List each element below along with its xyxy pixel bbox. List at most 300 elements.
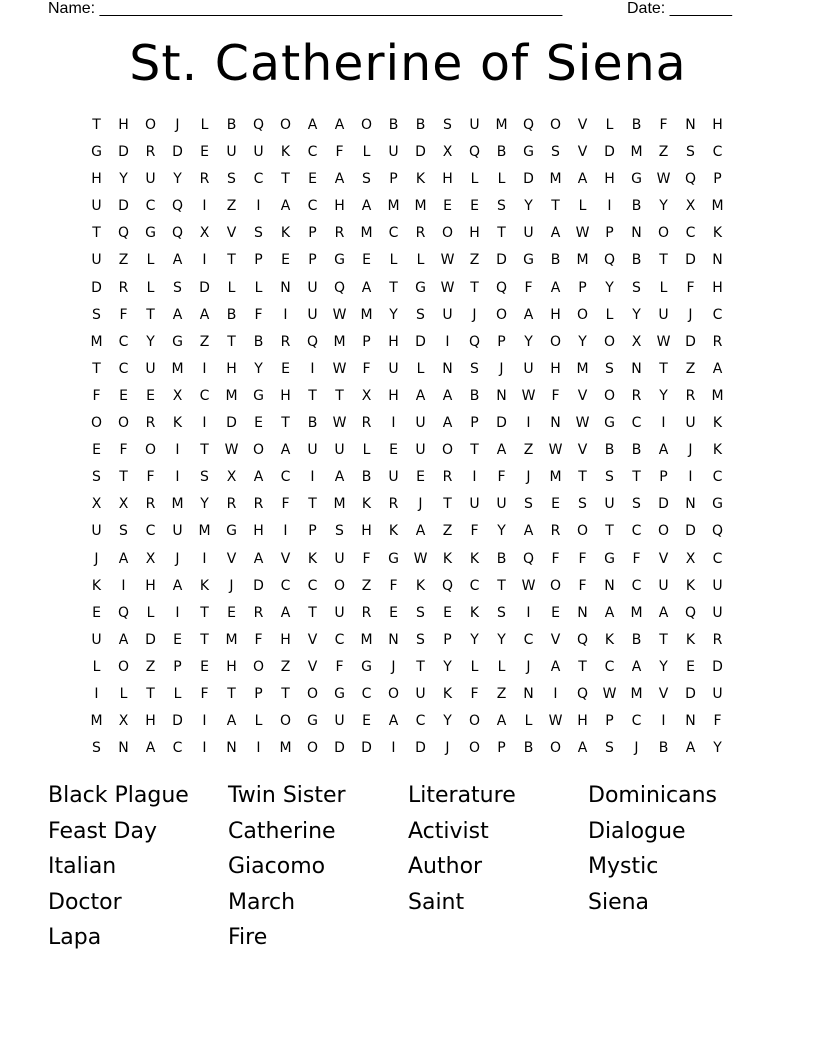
- grid-letter[interactable]: L: [254, 713, 263, 730]
- grid-letter[interactable]: R: [145, 415, 156, 432]
- grid-letter[interactable]: R: [253, 604, 264, 621]
- grid-letter[interactable]: X: [442, 144, 453, 161]
- grid-letter[interactable]: K: [172, 415, 183, 432]
- grid-letter[interactable]: D: [226, 415, 237, 432]
- grid-letter[interactable]: Z: [361, 577, 372, 594]
- grid-letter[interactable]: L: [497, 171, 506, 188]
- grid-letter[interactable]: M: [576, 360, 589, 377]
- grid-letter[interactable]: D: [253, 577, 264, 594]
- grid-letter[interactable]: D: [172, 144, 183, 161]
- grid-letter[interactable]: D: [523, 171, 534, 188]
- grid-letter[interactable]: M: [576, 252, 589, 269]
- grid-letter[interactable]: Q: [495, 279, 508, 296]
- grid-letter[interactable]: D: [685, 333, 696, 350]
- grid-letter[interactable]: U: [334, 550, 345, 567]
- grid-letter[interactable]: U: [91, 198, 102, 215]
- grid-letter[interactable]: C: [388, 225, 399, 242]
- grid-letter[interactable]: Q: [684, 171, 697, 188]
- grid-letter[interactable]: Y: [659, 658, 668, 675]
- grid-letter[interactable]: E: [470, 198, 479, 215]
- grid-letter[interactable]: N: [685, 496, 696, 513]
- grid-letter[interactable]: B: [631, 252, 642, 269]
- grid-letter[interactable]: U: [604, 496, 615, 513]
- grid-letter[interactable]: T: [200, 604, 209, 621]
- grid-letter[interactable]: H: [280, 631, 291, 648]
- grid-letter[interactable]: K: [361, 496, 372, 513]
- grid-letter[interactable]: O: [468, 740, 481, 757]
- grid-letter[interactable]: L: [578, 198, 587, 215]
- grid-letter[interactable]: M: [333, 333, 346, 350]
- grid-letter[interactable]: G: [712, 496, 723, 513]
- grid-letter[interactable]: M: [711, 198, 724, 215]
- grid-letter[interactable]: Y: [578, 333, 587, 350]
- grid-letter[interactable]: W: [332, 360, 347, 377]
- grid-letter[interactable]: Z: [685, 360, 696, 377]
- grid-letter[interactable]: I: [94, 685, 99, 702]
- grid-letter[interactable]: A: [631, 658, 642, 675]
- grid-letter[interactable]: O: [441, 442, 454, 459]
- grid-letter[interactable]: Q: [522, 550, 535, 567]
- grid-letter[interactable]: Y: [443, 713, 452, 730]
- grid-letter[interactable]: I: [553, 685, 558, 702]
- grid-letter[interactable]: F: [551, 550, 560, 567]
- grid-letter[interactable]: Z: [280, 658, 291, 675]
- grid-letter[interactable]: K: [442, 685, 453, 702]
- grid-letter[interactable]: T: [443, 496, 452, 513]
- grid-letter[interactable]: I: [445, 333, 450, 350]
- grid-letter[interactable]: P: [605, 713, 614, 730]
- grid-letter[interactable]: A: [334, 171, 345, 188]
- grid-letter[interactable]: A: [388, 713, 399, 730]
- grid-letter[interactable]: O: [549, 333, 562, 350]
- grid-letter[interactable]: T: [605, 523, 614, 540]
- grid-letter[interactable]: M: [90, 333, 103, 350]
- grid-letter[interactable]: C: [631, 415, 642, 432]
- grid-letter[interactable]: I: [310, 360, 315, 377]
- grid-letter[interactable]: W: [548, 442, 563, 459]
- grid-letter[interactable]: C: [712, 306, 723, 323]
- grid-letter[interactable]: L: [92, 658, 101, 675]
- grid-letter[interactable]: F: [551, 387, 560, 404]
- grid-letter[interactable]: U: [712, 685, 723, 702]
- grid-letter[interactable]: A: [172, 577, 183, 594]
- grid-letter[interactable]: H: [226, 360, 237, 377]
- grid-letter[interactable]: D: [685, 685, 696, 702]
- grid-letter[interactable]: J: [634, 740, 639, 757]
- grid-letter[interactable]: A: [361, 279, 372, 296]
- grid-letter[interactable]: B: [226, 306, 237, 323]
- grid-letter[interactable]: D: [334, 740, 345, 757]
- grid-letter[interactable]: W: [656, 171, 671, 188]
- grid-letter[interactable]: A: [253, 469, 264, 486]
- grid-letter[interactable]: W: [332, 306, 347, 323]
- grid-letter[interactable]: I: [283, 306, 288, 323]
- grid-letter[interactable]: T: [497, 225, 506, 242]
- grid-letter[interactable]: G: [361, 658, 372, 675]
- grid-letter[interactable]: Z: [658, 144, 669, 161]
- grid-letter[interactable]: A: [280, 198, 291, 215]
- grid-letter[interactable]: I: [121, 577, 126, 594]
- grid-letter[interactable]: A: [658, 604, 669, 621]
- grid-letter[interactable]: I: [202, 550, 207, 567]
- grid-letter[interactable]: H: [388, 387, 399, 404]
- grid-letter[interactable]: T: [659, 360, 668, 377]
- grid-letter[interactable]: C: [253, 171, 264, 188]
- grid-letter[interactable]: U: [415, 685, 426, 702]
- grid-letter[interactable]: U: [334, 604, 345, 621]
- grid-letter[interactable]: D: [685, 252, 696, 269]
- grid-letter[interactable]: R: [199, 171, 210, 188]
- grid-letter[interactable]: I: [688, 469, 693, 486]
- grid-letter[interactable]: H: [712, 279, 723, 296]
- grid-letter[interactable]: M: [630, 685, 643, 702]
- grid-letter[interactable]: B: [307, 415, 318, 432]
- grid-letter[interactable]: F: [362, 550, 371, 567]
- grid-letter[interactable]: S: [92, 469, 101, 486]
- grid-letter[interactable]: K: [199, 577, 210, 594]
- grid-letter[interactable]: A: [604, 604, 615, 621]
- grid-letter[interactable]: Y: [605, 279, 614, 296]
- grid-letter[interactable]: R: [253, 496, 264, 513]
- grid-letter[interactable]: U: [307, 279, 318, 296]
- grid-letter[interactable]: I: [310, 469, 315, 486]
- grid-letter[interactable]: T: [200, 442, 209, 459]
- grid-letter[interactable]: L: [227, 279, 236, 296]
- grid-letter[interactable]: Q: [171, 198, 184, 215]
- grid-letter[interactable]: G: [523, 144, 534, 161]
- grid-letter[interactable]: O: [306, 685, 319, 702]
- grid-letter[interactable]: F: [470, 523, 479, 540]
- grid-letter[interactable]: L: [605, 117, 614, 133]
- grid-letter[interactable]: O: [549, 577, 562, 594]
- grid-letter[interactable]: I: [175, 469, 180, 486]
- grid-letter[interactable]: O: [333, 577, 346, 594]
- grid-letter[interactable]: U: [172, 523, 183, 540]
- grid-letter[interactable]: R: [685, 387, 696, 404]
- grid-letter[interactable]: Q: [441, 577, 454, 594]
- grid-letter[interactable]: J: [499, 360, 504, 377]
- grid-letter[interactable]: M: [333, 496, 346, 513]
- grid-letter[interactable]: H: [253, 523, 264, 540]
- grid-letter[interactable]: T: [308, 387, 317, 404]
- grid-letter[interactable]: H: [361, 523, 372, 540]
- grid-letter[interactable]: E: [443, 604, 452, 621]
- grid-letter[interactable]: V: [658, 550, 669, 567]
- grid-letter[interactable]: N: [577, 604, 588, 621]
- grid-letter[interactable]: H: [604, 171, 615, 188]
- grid-letter[interactable]: H: [145, 577, 156, 594]
- grid-letter[interactable]: A: [496, 442, 507, 459]
- grid-letter[interactable]: B: [550, 252, 561, 269]
- grid-letter[interactable]: Q: [468, 144, 481, 161]
- grid-letter[interactable]: M: [360, 631, 373, 648]
- grid-letter[interactable]: A: [415, 523, 426, 540]
- grid-letter[interactable]: U: [415, 415, 426, 432]
- grid-letter[interactable]: G: [334, 252, 345, 269]
- grid-letter[interactable]: Y: [659, 198, 668, 215]
- grid-letter[interactable]: P: [173, 658, 182, 675]
- grid-letter[interactable]: S: [632, 279, 641, 296]
- grid-letter[interactable]: K: [280, 225, 291, 242]
- grid-letter[interactable]: T: [551, 198, 560, 215]
- grid-letter[interactable]: O: [144, 117, 157, 133]
- grid-letter[interactable]: C: [631, 713, 642, 730]
- grid-letter[interactable]: Y: [659, 387, 668, 404]
- grid-letter[interactable]: K: [712, 415, 723, 432]
- grid-letter[interactable]: O: [495, 306, 508, 323]
- grid-letter[interactable]: Y: [524, 198, 533, 215]
- grid-letter[interactable]: B: [388, 117, 399, 133]
- grid-letter[interactable]: H: [145, 713, 156, 730]
- grid-letter[interactable]: Z: [469, 252, 480, 269]
- grid-letter[interactable]: S: [119, 523, 128, 540]
- grid-letter[interactable]: J: [391, 658, 396, 675]
- grid-letter[interactable]: U: [469, 117, 480, 133]
- grid-letter[interactable]: H: [91, 171, 102, 188]
- grid-letter[interactable]: Q: [684, 604, 697, 621]
- grid-letter[interactable]: T: [632, 469, 641, 486]
- grid-letter[interactable]: J: [526, 658, 531, 675]
- grid-letter[interactable]: R: [712, 333, 723, 350]
- grid-letter[interactable]: E: [200, 658, 209, 675]
- grid-letter[interactable]: S: [686, 144, 695, 161]
- grid-letter[interactable]: B: [361, 469, 372, 486]
- grid-letter[interactable]: O: [252, 442, 265, 459]
- grid-letter[interactable]: B: [631, 631, 642, 648]
- grid-letter[interactable]: I: [283, 523, 288, 540]
- grid-letter[interactable]: Y: [146, 333, 155, 350]
- grid-letter[interactable]: B: [631, 117, 642, 133]
- grid-letter[interactable]: A: [685, 740, 696, 757]
- grid-letter[interactable]: L: [200, 117, 209, 133]
- grid-letter[interactable]: C: [631, 577, 642, 594]
- grid-letter[interactable]: A: [496, 713, 507, 730]
- grid-letter[interactable]: I: [661, 415, 666, 432]
- grid-letter[interactable]: A: [199, 306, 210, 323]
- grid-letter[interactable]: Y: [497, 523, 506, 540]
- grid-letter[interactable]: L: [659, 279, 668, 296]
- grid-letter[interactable]: E: [416, 469, 425, 486]
- grid-letter[interactable]: O: [576, 523, 589, 540]
- grid-letter[interactable]: A: [550, 279, 561, 296]
- grid-letter[interactable]: X: [226, 469, 237, 486]
- grid-letter[interactable]: N: [118, 740, 129, 757]
- grid-letter[interactable]: S: [416, 306, 425, 323]
- grid-letter[interactable]: A: [361, 198, 372, 215]
- grid-letter[interactable]: P: [389, 171, 398, 188]
- grid-letter[interactable]: G: [226, 523, 237, 540]
- grid-letter[interactable]: K: [388, 523, 399, 540]
- grid-letter[interactable]: M: [171, 496, 184, 513]
- grid-letter[interactable]: O: [90, 415, 103, 432]
- grid-letter[interactable]: F: [497, 469, 506, 486]
- grid-letter[interactable]: A: [577, 171, 588, 188]
- grid-letter[interactable]: D: [118, 144, 129, 161]
- grid-letter[interactable]: R: [145, 496, 156, 513]
- grid-letter[interactable]: O: [252, 658, 265, 675]
- grid-letter[interactable]: U: [145, 171, 156, 188]
- grid-letter[interactable]: V: [658, 685, 669, 702]
- grid-letter[interactable]: P: [254, 685, 263, 702]
- grid-letter[interactable]: G: [334, 685, 345, 702]
- grid-letter[interactable]: J: [526, 469, 531, 486]
- grid-letter[interactable]: R: [631, 387, 642, 404]
- grid-letter[interactable]: M: [279, 740, 292, 757]
- grid-letter[interactable]: Q: [117, 604, 130, 621]
- grid-letter[interactable]: A: [226, 713, 237, 730]
- grid-letter[interactable]: T: [92, 117, 101, 133]
- grid-letter[interactable]: F: [713, 713, 722, 730]
- grid-letter[interactable]: O: [144, 442, 157, 459]
- grid-letter[interactable]: U: [91, 523, 102, 540]
- grid-letter[interactable]: C: [685, 225, 696, 242]
- grid-letter[interactable]: U: [388, 469, 399, 486]
- grid-letter[interactable]: N: [712, 252, 723, 269]
- grid-letter[interactable]: B: [253, 333, 264, 350]
- grid-letter[interactable]: V: [307, 631, 318, 648]
- grid-letter[interactable]: Y: [470, 631, 479, 648]
- grid-letter[interactable]: I: [391, 415, 396, 432]
- grid-letter[interactable]: S: [92, 306, 101, 323]
- grid-letter[interactable]: G: [388, 550, 399, 567]
- grid-letter[interactable]: Y: [173, 171, 182, 188]
- grid-letter[interactable]: O: [279, 117, 292, 133]
- grid-letter[interactable]: L: [173, 685, 182, 702]
- grid-letter[interactable]: N: [226, 740, 237, 757]
- grid-letter[interactable]: Q: [603, 252, 616, 269]
- grid-letter[interactable]: A: [307, 117, 318, 133]
- grid-letter[interactable]: T: [578, 658, 587, 675]
- grid-letter[interactable]: T: [389, 279, 398, 296]
- grid-letter[interactable]: R: [361, 604, 372, 621]
- grid-letter[interactable]: R: [226, 496, 237, 513]
- grid-letter[interactable]: C: [361, 685, 372, 702]
- grid-letter[interactable]: H: [550, 360, 561, 377]
- grid-letter[interactable]: R: [280, 333, 291, 350]
- grid-letter[interactable]: S: [605, 469, 614, 486]
- grid-letter[interactable]: H: [577, 713, 588, 730]
- grid-letter[interactable]: W: [575, 415, 590, 432]
- grid-letter[interactable]: T: [659, 631, 668, 648]
- grid-letter[interactable]: Z: [199, 333, 210, 350]
- grid-letter[interactable]: Q: [252, 117, 265, 133]
- grid-letter[interactable]: Z: [442, 523, 453, 540]
- grid-letter[interactable]: L: [362, 442, 371, 459]
- grid-letter[interactable]: Y: [713, 740, 722, 757]
- grid-letter[interactable]: T: [308, 604, 317, 621]
- grid-letter[interactable]: H: [388, 333, 399, 350]
- grid-letter[interactable]: O: [360, 117, 373, 133]
- grid-letter[interactable]: L: [497, 658, 506, 675]
- grid-letter[interactable]: G: [253, 387, 264, 404]
- grid-letter[interactable]: R: [334, 225, 345, 242]
- grid-letter[interactable]: K: [469, 604, 480, 621]
- grid-letter[interactable]: E: [362, 252, 371, 269]
- grid-letter[interactable]: A: [712, 360, 723, 377]
- grid-letter[interactable]: I: [256, 198, 261, 215]
- grid-letter[interactable]: V: [550, 631, 561, 648]
- grid-letter[interactable]: S: [605, 740, 614, 757]
- grid-letter[interactable]: C: [415, 713, 426, 730]
- grid-letter[interactable]: U: [307, 442, 318, 459]
- grid-letter[interactable]: Y: [254, 360, 263, 377]
- grid-letter[interactable]: K: [604, 631, 615, 648]
- grid-letter[interactable]: A: [118, 550, 129, 567]
- grid-letter[interactable]: U: [658, 306, 669, 323]
- grid-letter[interactable]: T: [200, 631, 209, 648]
- grid-letter[interactable]: L: [470, 658, 479, 675]
- grid-letter[interactable]: S: [416, 604, 425, 621]
- grid-letter[interactable]: D: [199, 279, 210, 296]
- grid-letter[interactable]: L: [416, 252, 425, 269]
- grid-letter[interactable]: S: [524, 496, 533, 513]
- grid-letter[interactable]: O: [549, 740, 562, 757]
- grid-letter[interactable]: Z: [118, 252, 129, 269]
- grid-letter[interactable]: I: [202, 740, 207, 757]
- grid-letter[interactable]: O: [117, 658, 130, 675]
- grid-letter[interactable]: P: [497, 740, 506, 757]
- grid-letter[interactable]: X: [172, 387, 183, 404]
- grid-letter[interactable]: N: [550, 415, 561, 432]
- grid-letter[interactable]: U: [712, 577, 723, 594]
- grid-letter[interactable]: M: [549, 469, 562, 486]
- grid-letter[interactable]: B: [658, 740, 669, 757]
- grid-letter[interactable]: U: [523, 225, 534, 242]
- grid-letter[interactable]: J: [445, 740, 450, 757]
- grid-letter[interactable]: O: [549, 117, 562, 133]
- grid-letter[interactable]: Q: [522, 117, 535, 133]
- grid-letter[interactable]: J: [175, 117, 180, 133]
- grid-letter[interactable]: C: [280, 469, 291, 486]
- grid-letter[interactable]: U: [685, 415, 696, 432]
- grid-letter[interactable]: E: [686, 658, 695, 675]
- grid-letter[interactable]: A: [442, 415, 453, 432]
- grid-letter[interactable]: G: [91, 144, 102, 161]
- grid-letter[interactable]: H: [118, 117, 129, 133]
- grid-letter[interactable]: S: [551, 144, 560, 161]
- grid-letter[interactable]: O: [117, 415, 130, 432]
- grid-letter[interactable]: T: [335, 387, 344, 404]
- grid-letter[interactable]: W: [521, 387, 536, 404]
- grid-letter[interactable]: O: [387, 685, 400, 702]
- grid-letter[interactable]: I: [175, 442, 180, 459]
- grid-letter[interactable]: G: [523, 252, 534, 269]
- grid-letter[interactable]: H: [712, 117, 723, 133]
- grid-letter[interactable]: F: [119, 442, 128, 459]
- grid-letter[interactable]: S: [605, 360, 614, 377]
- grid-letter[interactable]: S: [254, 225, 263, 242]
- grid-letter[interactable]: A: [172, 252, 183, 269]
- grid-letter[interactable]: H: [442, 171, 453, 188]
- grid-letter[interactable]: I: [202, 360, 207, 377]
- grid-letter[interactable]: U: [442, 306, 453, 323]
- grid-letter[interactable]: X: [361, 387, 372, 404]
- grid-letter[interactable]: Z: [226, 198, 237, 215]
- grid-letter[interactable]: T: [308, 496, 317, 513]
- grid-letter[interactable]: J: [175, 550, 180, 567]
- grid-letter[interactable]: O: [468, 713, 481, 730]
- grid-letter[interactable]: C: [712, 550, 723, 567]
- grid-letter[interactable]: D: [415, 740, 426, 757]
- grid-letter[interactable]: E: [92, 442, 101, 459]
- grid-letter[interactable]: Q: [711, 523, 724, 540]
- grid-letter[interactable]: K: [469, 550, 480, 567]
- grid-letter[interactable]: S: [416, 631, 425, 648]
- grid-letter[interactable]: M: [630, 604, 643, 621]
- grid-letter[interactable]: I: [202, 415, 207, 432]
- grid-letter[interactable]: U: [388, 360, 399, 377]
- grid-letter[interactable]: T: [146, 306, 155, 323]
